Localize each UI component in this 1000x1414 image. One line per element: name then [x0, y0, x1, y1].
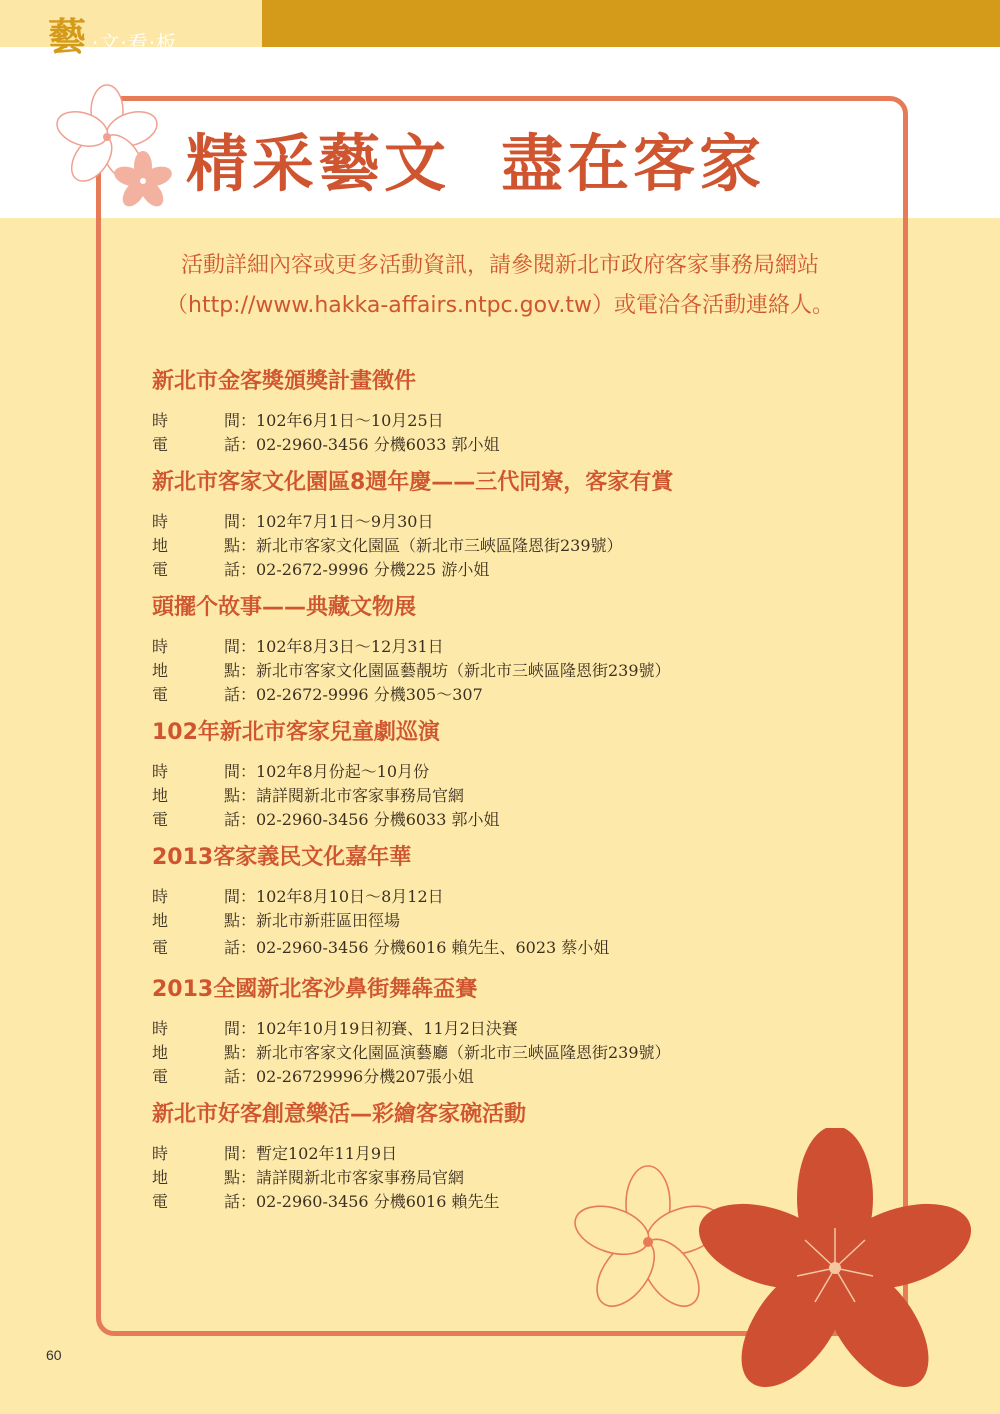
- event-phone: 02-2960-3456 分機6033 郭小姐: [256, 810, 500, 829]
- event-time: 102年8月3日～12月31日: [256, 637, 444, 656]
- event-place-row: [152, 784, 500, 808]
- label-colon: ：: [240, 536, 257, 555]
- event-time: 102年8月10日～8月12日: [256, 887, 444, 906]
- section-header: [48, 15, 178, 60]
- event-place-row: [152, 1041, 671, 1065]
- label-char: 話: [223, 560, 240, 579]
- label-char: 時: [152, 762, 169, 781]
- event-place: 請詳閱新北市客家事務局官網: [256, 786, 465, 805]
- event-place: 新北市客家文化園區（新北市三峽區隆恩街239號）: [256, 536, 623, 555]
- event-place-row: [152, 659, 671, 683]
- label-colon: ：: [240, 762, 257, 781]
- label-char: 電: [152, 938, 169, 957]
- label-char: 話: [223, 1067, 240, 1086]
- header-band-right: [262, 0, 1000, 47]
- event-phone-row: [152, 433, 500, 457]
- label-char: 時: [152, 887, 169, 906]
- label-char: 地: [152, 661, 169, 680]
- label-char: 地: [152, 1043, 169, 1062]
- event-phone: 02-2672-9996 分機225 游小姐: [256, 560, 490, 579]
- label-colon: ：: [240, 560, 257, 579]
- event-time-row: [152, 510, 673, 534]
- event-phone: 02-26729996分機207張小姐: [256, 1067, 474, 1086]
- intro-line: （http://www.hakka-affairs.ntpc.gov.tw）或電洽各活動連絡人。: [166, 293, 834, 318]
- intro-text: [120, 246, 880, 326]
- event-place: 請詳閱新北市客家事務局官網: [256, 1168, 465, 1187]
- label-char: 話: [223, 685, 240, 704]
- label-char: 話: [223, 435, 240, 454]
- event-phone: 02-2672-9996 分機305～307: [256, 685, 483, 704]
- label-char: 電: [152, 1192, 169, 1211]
- label-char: 電: [152, 685, 169, 704]
- label-char: 點: [223, 1168, 240, 1187]
- event-title: 102年新北市客家兒童劇巡演: [152, 720, 440, 745]
- event-section: [152, 715, 500, 832]
- blossom-red-icon: [690, 1128, 980, 1414]
- event-time: 102年8月份起～10月份: [256, 762, 430, 781]
- event-phone-row: [152, 683, 671, 707]
- event-title: 頭擺个故事——典藏文物展: [152, 595, 417, 620]
- event-section: [152, 840, 609, 960]
- label-char: 間: [223, 1144, 240, 1163]
- label-char: 間: [223, 1019, 240, 1038]
- event-title: 2013客家義民文化嘉年華: [152, 845, 412, 870]
- label-char: 點: [223, 1043, 240, 1062]
- label-colon: ：: [240, 1168, 257, 1187]
- event-place-row: [152, 1166, 526, 1190]
- label-char: 地: [152, 911, 169, 930]
- label-colon: ：: [240, 435, 257, 454]
- label-colon: ：: [240, 911, 257, 930]
- event-place: 新北市新莊區田徑場: [256, 911, 401, 930]
- event-phone: 02-2960-3456 分機6016 賴先生、6023 蔡小姐: [256, 938, 610, 957]
- label-char: 時: [152, 1144, 169, 1163]
- label-char: 間: [223, 411, 240, 430]
- label-char: 話: [223, 810, 240, 829]
- label-char: 電: [152, 810, 169, 829]
- label-colon: ：: [240, 1019, 257, 1038]
- event-title: 新北市客家文化園區8週年慶——三代同寮，客家有賞: [152, 470, 674, 495]
- event-place-row: [152, 534, 673, 558]
- event-title: 新北市金客獎頒獎計畫徵件: [152, 369, 417, 394]
- label-char: 電: [152, 435, 169, 454]
- label-char: 話: [223, 938, 240, 957]
- event-phone: 02-2960-3456 分機6033 郭小姐: [256, 435, 500, 454]
- label-char: 時: [152, 637, 169, 656]
- label-char: 地: [152, 786, 169, 805]
- blossom-small-icon: [112, 150, 174, 212]
- label-char: 間: [223, 887, 240, 906]
- label-colon: ：: [240, 887, 257, 906]
- event-phone-row: [152, 558, 673, 582]
- event-phone-row: [152, 936, 609, 960]
- page-title: 精采藝文 盡在客家: [186, 127, 766, 200]
- event-time: 102年10月19日初賽、11月2日決賽: [256, 1019, 518, 1038]
- label-char: 地: [152, 536, 169, 555]
- event-section: [152, 590, 671, 707]
- event-section: [152, 972, 671, 1089]
- label-char: 間: [223, 637, 240, 656]
- label-colon: ：: [240, 810, 257, 829]
- label-char: 點: [223, 661, 240, 680]
- event-section: [152, 465, 673, 582]
- event-time-row: [152, 409, 500, 433]
- label-colon: ：: [240, 685, 257, 704]
- label-char: 電: [152, 1067, 169, 1086]
- header-subtitle: ·文·看·板: [92, 31, 178, 55]
- event-phone: 02-2960-3456 分機6016 賴先生: [256, 1192, 500, 1211]
- event-time-row: [152, 885, 609, 909]
- label-char: 點: [223, 536, 240, 555]
- label-colon: ：: [240, 637, 257, 656]
- label-char: 點: [223, 786, 240, 805]
- label-colon: ：: [240, 661, 257, 680]
- event-title: 新北市好客創意樂活—彩繪客家碗活動: [152, 1102, 527, 1127]
- event-phone-row: [152, 1065, 671, 1089]
- event-time-row: [152, 1142, 526, 1166]
- label-char: 間: [223, 762, 240, 781]
- event-time: 暫定102年11月9日: [256, 1144, 398, 1163]
- event-section: [152, 364, 500, 457]
- event-time: 102年7月1日～9月30日: [256, 512, 434, 531]
- label-char: 話: [223, 1192, 240, 1211]
- label-colon: ：: [240, 1043, 257, 1062]
- label-colon: ：: [240, 1067, 257, 1086]
- event-place: 新北市客家文化園區演藝廳（新北市三峽區隆恩街239號）: [256, 1043, 671, 1062]
- label-colon: ：: [240, 1192, 257, 1211]
- label-char: 時: [152, 1019, 169, 1038]
- label-char: 地: [152, 1168, 169, 1187]
- label-colon: ：: [240, 938, 257, 957]
- label-colon: ：: [240, 411, 257, 430]
- event-place-row: [152, 909, 609, 933]
- label-colon: ：: [240, 1144, 257, 1163]
- event-time-row: [152, 760, 500, 784]
- label-char: 時: [152, 512, 169, 531]
- label-char: 間: [223, 512, 240, 531]
- header-main-char: 藝: [48, 15, 87, 59]
- intro-line: 活動詳細內容或更多活動資訊，請參閱新北市政府客家事務局網站: [180, 253, 819, 278]
- label-colon: ：: [240, 786, 257, 805]
- event-place: 新北市客家文化園區藝靚坊（新北市三峽區隆恩街239號）: [256, 661, 671, 680]
- event-section: [152, 1097, 526, 1214]
- event-time-row: [152, 1017, 671, 1041]
- label-char: 電: [152, 560, 169, 579]
- label-colon: ：: [240, 512, 257, 531]
- page-number: 60: [46, 1347, 62, 1363]
- label-char: 點: [223, 911, 240, 930]
- event-phone-row: [152, 808, 500, 832]
- event-phone-row: [152, 1190, 526, 1214]
- event-time-row: [152, 635, 671, 659]
- event-title: 2013全國新北客沙鼻街舞犇盃賽: [152, 977, 478, 1002]
- event-time: 102年6月1日～10月25日: [256, 411, 444, 430]
- label-char: 時: [152, 411, 169, 430]
